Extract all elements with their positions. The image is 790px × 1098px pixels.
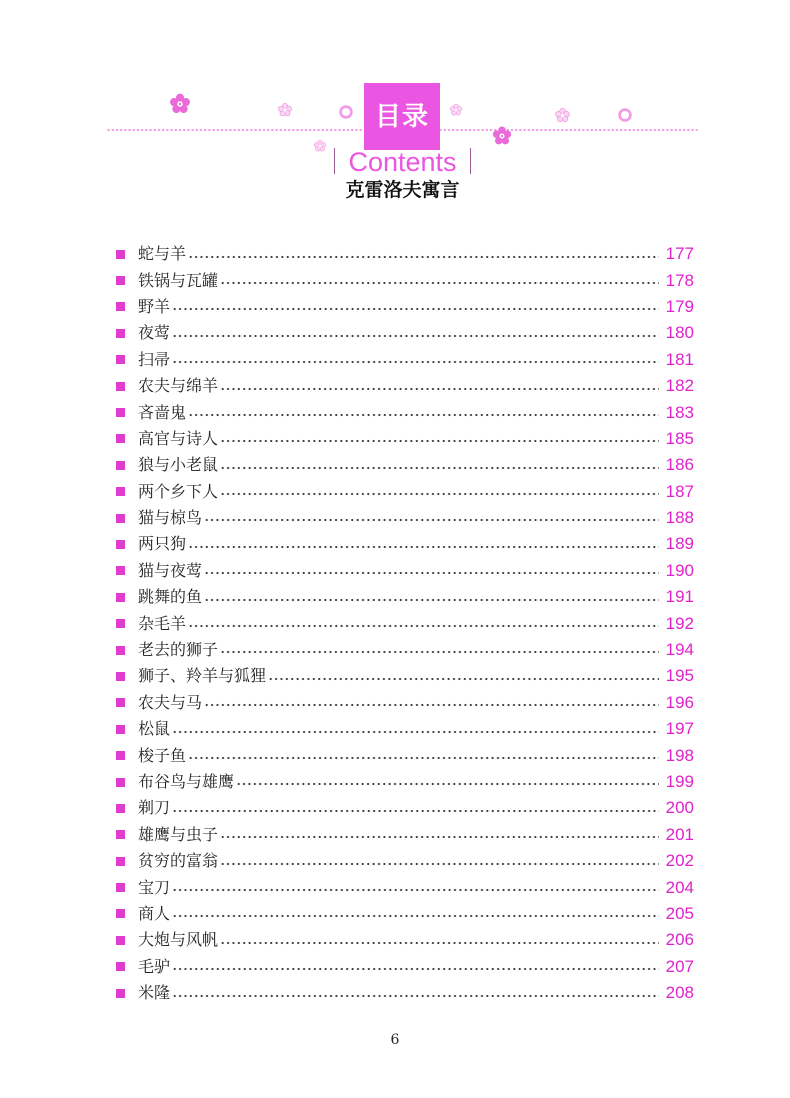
toc-entry-title: 跳舞的鱼 [138, 587, 203, 607]
toc-entry-page: 201 [665, 824, 694, 844]
toc-entry-page: 178 [665, 270, 694, 290]
toc-entry-title: 蛇与羊 [138, 244, 187, 264]
toc-entry-title: 扫帚 [138, 349, 171, 369]
toc-entry-title: 雄鹰与虫子 [138, 824, 219, 844]
toc-entry-page: 202 [665, 851, 694, 871]
toc-entry-page: 183 [665, 402, 694, 422]
dot-leader [220, 268, 659, 294]
flower-icon [556, 108, 570, 121]
toc-entry-page: 194 [665, 640, 694, 660]
toc-entry-page: 180 [665, 323, 694, 343]
toc-entry [116, 795, 694, 821]
dot-leader [172, 347, 659, 373]
toc-entry [116, 874, 694, 900]
bullet-square-icon [116, 778, 125, 787]
toc-entry-title: 高官与诗人 [138, 428, 219, 448]
toc-entry-title: 两个乡下人 [138, 481, 219, 501]
toc-entry-title: 吝啬鬼 [138, 402, 187, 422]
toc-entry-page: 179 [665, 296, 694, 316]
toc-entry-page: 186 [665, 455, 694, 475]
dot-leader [172, 320, 659, 346]
dot-leader [236, 769, 659, 795]
toc-entry-page: 205 [665, 903, 694, 923]
toc-list [116, 241, 694, 1006]
toc-entry [116, 531, 694, 557]
dot-leader [188, 531, 659, 557]
toc-title-box [364, 83, 440, 150]
toc-entry-title: 宝刀 [138, 877, 171, 897]
bullet-square-icon [116, 487, 125, 496]
toc-entry-title: 杂毛羊 [138, 613, 187, 633]
bullet-square-icon [116, 593, 125, 602]
toc-entry [116, 822, 694, 848]
toc-entry [116, 373, 694, 399]
toc-entry-title: 野羊 [138, 296, 171, 316]
bullet-square-icon [116, 355, 125, 364]
bullet-square-icon [116, 540, 125, 549]
contents-subtitle-frame [334, 147, 471, 177]
dot-leader [220, 927, 659, 953]
dot-leader [188, 241, 659, 267]
dot-leader [172, 716, 659, 742]
toc-entry-page: 187 [665, 481, 694, 501]
flower-icon [450, 104, 461, 115]
toc-entry-page: 182 [665, 376, 694, 396]
toc-entry [116, 294, 694, 320]
toc-entry [116, 742, 694, 768]
toc-entry [116, 347, 694, 373]
bullet-square-icon [116, 329, 125, 338]
bullet-square-icon [116, 857, 125, 866]
dot-leader [220, 822, 659, 848]
toc-entry-title: 两只狗 [138, 534, 187, 554]
toc-entry-page: 192 [665, 613, 694, 633]
bullet-square-icon [116, 276, 125, 285]
toc-entry [116, 558, 694, 584]
dot-leader [268, 663, 659, 689]
bullet-square-icon [116, 250, 125, 259]
toc-entry-page: 208 [665, 983, 694, 1003]
toc-entry [116, 505, 694, 531]
toc-entry-title: 狼与小老鼠 [138, 455, 219, 475]
toc-entry-title: 农夫与马 [138, 692, 203, 712]
toc-entry-title: 猫与夜莺 [138, 560, 203, 580]
bullet-square-icon [116, 883, 125, 892]
dot-leader [172, 795, 659, 821]
bullet-square-icon [116, 302, 125, 311]
toc-entry-page: 191 [665, 587, 694, 607]
toc-entry-page: 188 [665, 508, 694, 528]
bullet-square-icon [116, 962, 125, 971]
toc-entry-page: 207 [665, 956, 694, 976]
toc-entry [116, 848, 694, 874]
dot-leader [220, 452, 659, 478]
bullet-square-icon [116, 382, 125, 391]
toc-entry [116, 901, 694, 927]
toc-entry-title: 毛驴 [138, 956, 171, 976]
toc-entry-title: 贫穷的富翁 [138, 851, 219, 871]
toc-entry [116, 241, 694, 267]
bullet-square-icon [116, 804, 125, 813]
bullet-square-icon [116, 566, 125, 575]
toc-entry [116, 399, 694, 425]
toc-entry-page: 206 [665, 930, 694, 950]
toc-entry-title: 狮子、羚羊与狐狸 [138, 666, 267, 686]
toc-entry-title: 松鼠 [138, 719, 171, 739]
toc-entry-page: 190 [665, 560, 694, 580]
dot-leader [204, 584, 659, 610]
toc-entry [116, 320, 694, 346]
dot-leader [188, 400, 659, 426]
toc-entry-title: 老去的狮子 [138, 640, 219, 660]
flower-icon [170, 94, 190, 113]
bullet-square-icon [116, 461, 125, 470]
bullet-square-icon [116, 672, 125, 681]
toc-entry [116, 584, 694, 610]
toc-entry-title: 米隆 [138, 983, 171, 1003]
toc-entry-page: 177 [665, 244, 694, 264]
toc-entry-page: 198 [665, 745, 694, 765]
toc-entry-title: 农夫与绵羊 [138, 376, 219, 396]
flower-icon [314, 140, 325, 151]
toc-entry [116, 927, 694, 953]
page-number: 6 [390, 1032, 400, 1048]
toc-entry-page: 189 [665, 534, 694, 554]
bullet-square-icon [116, 830, 125, 839]
toc-entry-title: 铁锅与瓦罐 [138, 270, 219, 290]
toc-entry [116, 663, 694, 689]
toc-entry [116, 716, 694, 742]
dot-leader [220, 426, 659, 452]
toc-entry [116, 954, 694, 980]
dot-leader [172, 901, 659, 927]
dot-leader [188, 611, 659, 637]
toc-entry-title: 夜莺 [138, 323, 171, 343]
dot-leader [204, 690, 659, 716]
bullet-square-icon [116, 434, 125, 443]
dot-leader [204, 505, 659, 531]
dot-leader [172, 875, 659, 901]
toc-entry [116, 980, 694, 1006]
toc-entry [116, 267, 694, 293]
dot-leader [172, 294, 659, 320]
dot-leader [172, 954, 659, 980]
toc-entry [116, 769, 694, 795]
toc-entry [116, 690, 694, 716]
toc-entry-page: 200 [665, 798, 694, 818]
toc-entry-page: 197 [665, 719, 694, 739]
bullet-square-icon [116, 989, 125, 998]
dot-leader [172, 980, 659, 1006]
dot-leader [188, 743, 659, 769]
toc-entry-title: 梭子鱼 [138, 745, 187, 765]
toc-entry-title: 剃刀 [138, 798, 171, 818]
toc-heading: 目录 [374, 102, 429, 132]
toc-entry-page: 196 [665, 692, 694, 712]
bullet-square-icon [116, 408, 125, 417]
dot-leader [220, 848, 659, 874]
toc-entry-page: 195 [665, 666, 694, 686]
toc-entry [116, 452, 694, 478]
bullet-square-icon [116, 936, 125, 945]
toc-entry-title: 猫与椋鸟 [138, 508, 203, 528]
dot-leader [220, 373, 659, 399]
dot-leader [204, 558, 659, 584]
contents-subtitle: Contents [348, 147, 457, 177]
toc-entry-title: 商人 [138, 903, 171, 923]
bullet-square-icon [116, 909, 125, 918]
ring-icon [620, 110, 631, 121]
bullet-square-icon [116, 698, 125, 707]
toc-entry [116, 610, 694, 636]
bullet-square-icon [116, 646, 125, 655]
toc-entry-page: 181 [665, 349, 694, 369]
flower-icon [493, 127, 511, 145]
toc-entry-title: 布谷鸟与雄鹰 [138, 772, 235, 791]
dot-leader [220, 637, 659, 663]
bullet-square-icon [116, 751, 125, 760]
bullet-square-icon [116, 725, 125, 734]
toc-entry-page: 204 [665, 877, 694, 897]
toc-entry [116, 479, 694, 505]
toc-entry-title: 大炮与风帆 [138, 930, 219, 950]
toc-entry [116, 637, 694, 663]
ring-icon [341, 107, 352, 118]
book-title: 克雷洛夫寓言 [345, 179, 460, 201]
toc-entry-page: 199 [665, 772, 694, 791]
bullet-square-icon [116, 619, 125, 628]
bullet-square-icon [116, 514, 125, 523]
toc-entry [116, 426, 694, 452]
toc-entry-page: 185 [665, 428, 694, 448]
dot-leader [220, 479, 659, 505]
flower-icon [279, 103, 292, 115]
